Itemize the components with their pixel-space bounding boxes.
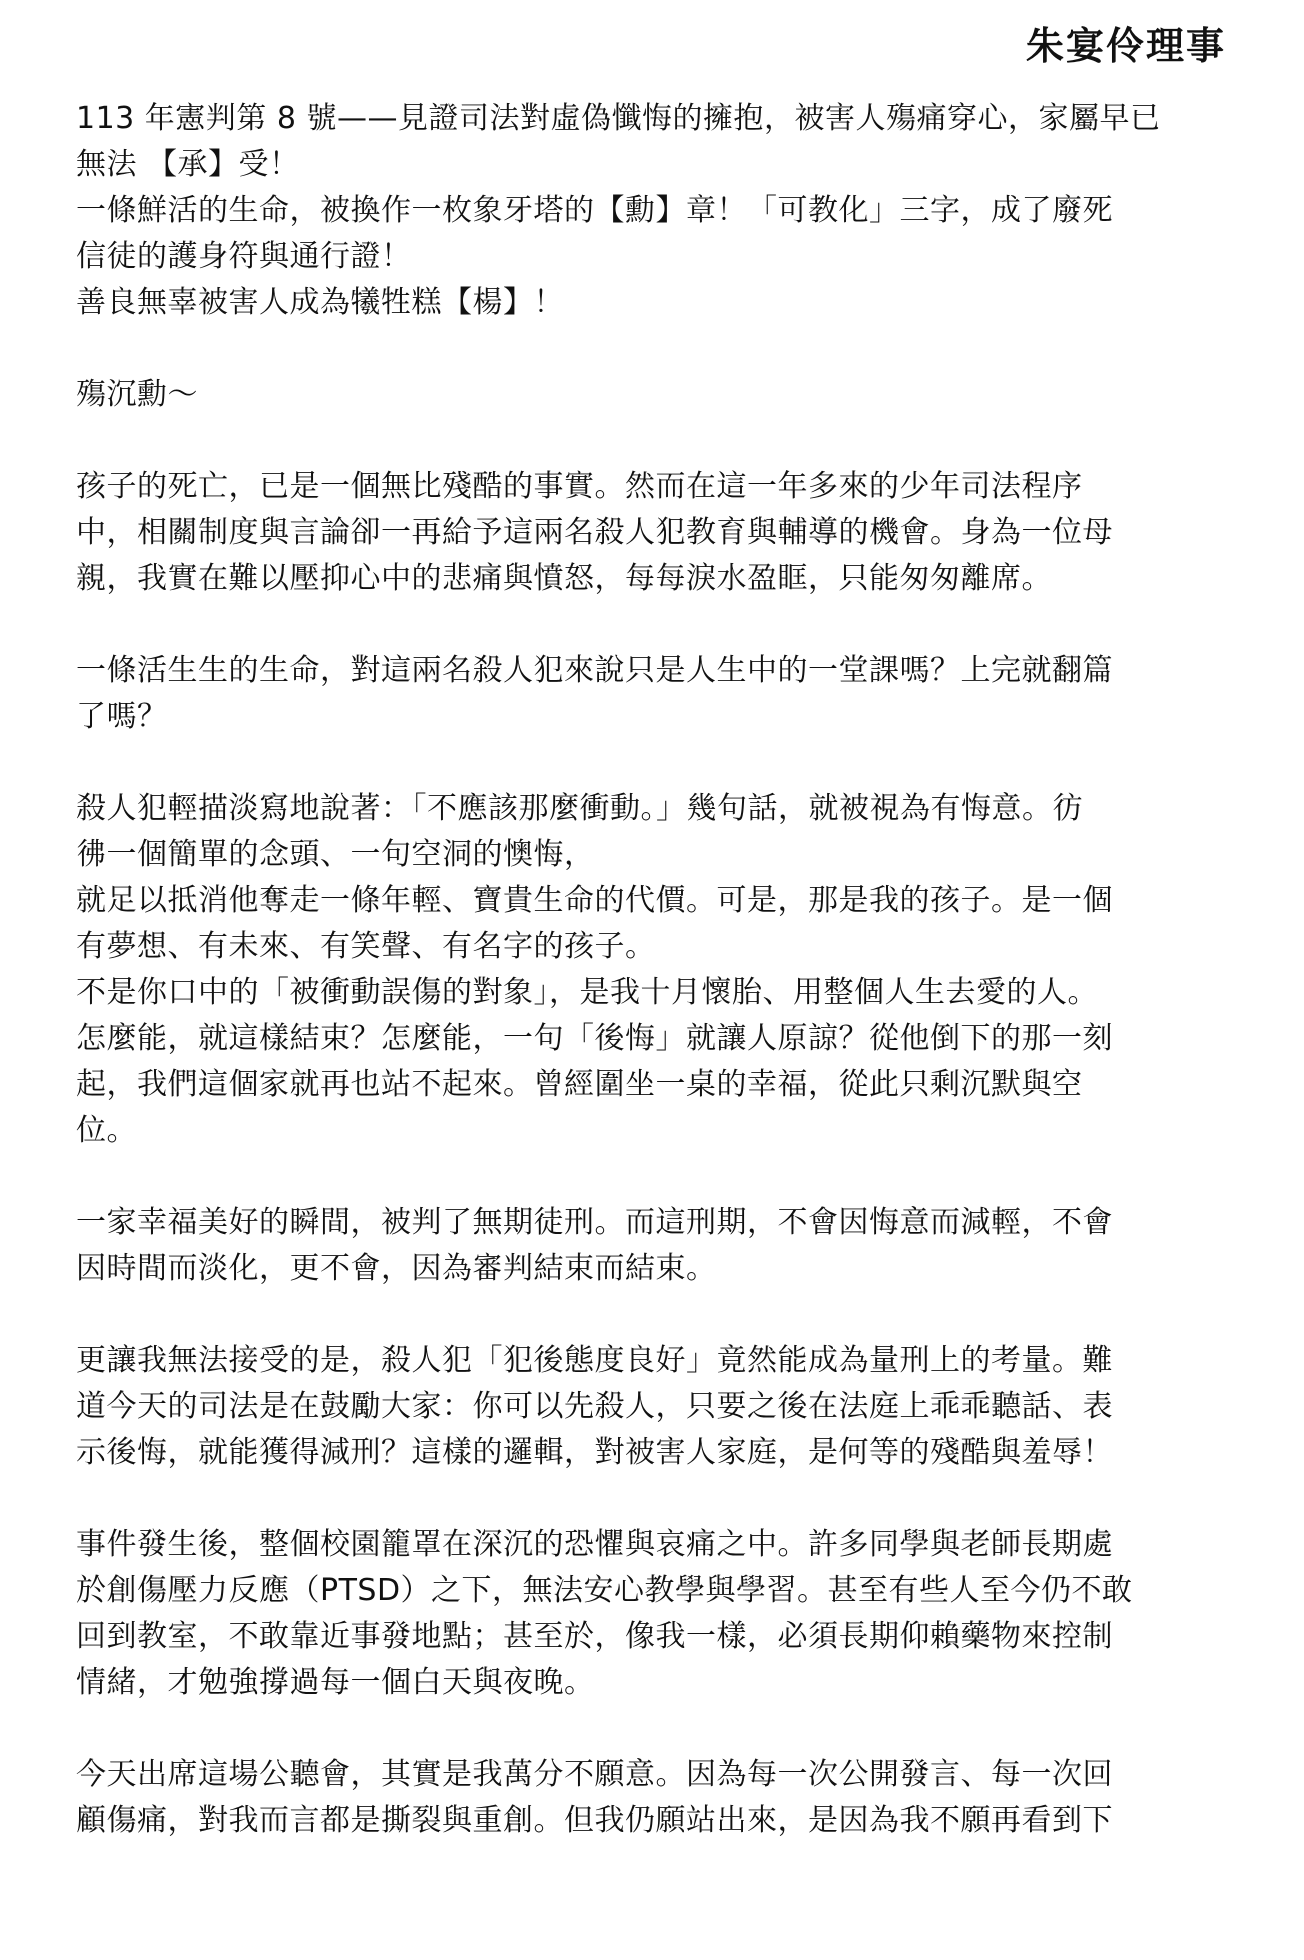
document-body (76, 96, 1226, 1890)
text-line: 無法 【承】受！ (76, 147, 300, 182)
text-line: 怎麼能，就這樣結束？怎麼能，一句「後悔」就讓人原諒？從他倒下的那一刻 (76, 1021, 1113, 1056)
paragraph-intro (76, 96, 1226, 326)
text-line: 回到教室，不敢靠近事發地點；甚至於，像我一樣，必須長期仰賴藥物來控制 (76, 1619, 1113, 1654)
text-line: 親，我實在難以壓抑心中的悲痛與憤怒，每每淚水盈眶，只能匆匆離席。 (76, 561, 1052, 596)
text-line: 起，我們這個家就再也站不起來。曾經圍坐一桌的幸福，從此只剩沉默與空 (76, 1067, 1083, 1102)
text-line: 不是你口中的「被衝動誤傷的對象」，是我十月懷胎、用整個人生去愛的人。 (76, 975, 1098, 1010)
paragraph (76, 1522, 1226, 1706)
text-line: 彿一個簡單的念頭、一句空洞的懊悔， (76, 837, 595, 872)
text-line: 113 年憲判第 8 號——見證司法對虛偽懺悔的擁抱，被害人殤痛穿心，家屬早已 (76, 101, 1161, 136)
paragraph (76, 1752, 1226, 1844)
text-line: 於創傷壓力反應（PTSD）之下，無法安心教學與學習。甚至有些人至今仍不敢 (76, 1573, 1133, 1608)
text-line: 位。 (76, 1113, 137, 1148)
text-line: 有夢想、有未來、有笑聲、有名字的孩子。 (76, 929, 656, 964)
text-line: 了嗎？ (76, 699, 168, 734)
text-line: 情緒，才勉強撐過每一個白天與夜晚。 (76, 1665, 595, 1700)
text-line: 就足以抵消他奪走一條年輕、寶貴生命的代價。可是，那是我的孩子。是一個 (76, 883, 1113, 918)
text-line: 因時間而淡化，更不會，因為審判結束而結束。 (76, 1251, 717, 1286)
text-line: 孩子的死亡，已是一個無比殘酷的事實。然而在這一年多來的少年司法程序 (76, 469, 1083, 504)
text-line: 殺人犯輕描淡寫地說著：「不應該那麼衝動。」幾句話，就被視為有悔意。彷 (76, 791, 1083, 826)
text-line: 一家幸福美好的瞬間，被判了無期徒刑。而這刑期，不會因悔意而減輕，不會 (76, 1205, 1113, 1240)
text-line: 更讓我無法接受的是，殺人犯「犯後態度良好」竟然能成為量刑上的考量。難 (76, 1343, 1113, 1378)
document-title: 朱宴伶理事 (1025, 24, 1226, 68)
text-line: 道今天的司法是在鼓勵大家：你可以先殺人，只要之後在法庭上乖乖聽話、表 (76, 1389, 1113, 1424)
paragraph (76, 464, 1226, 602)
text-line: 殤沉勳～ (76, 377, 198, 412)
text-line: 事件發生後，整個校園籠罩在深沉的恐懼與哀痛之中。許多同學與老師長期處 (76, 1527, 1113, 1562)
paragraph (76, 786, 1226, 1154)
text-line: 善良無辜被害人成為犧牲糕【楊】！ (76, 285, 564, 320)
paragraph-salutation (76, 372, 1226, 418)
text-line: 一條鮮活的生命，被換作一枚象牙塔的【勳】章！「可教化」三字，成了廢死 (76, 193, 1113, 228)
paragraph (76, 648, 1226, 740)
text-line: 一條活生生的生命，對這兩名殺人犯來說只是人生中的一堂課嗎？上完就翻篇 (76, 653, 1113, 688)
paragraph (76, 1200, 1226, 1292)
paragraph (76, 1338, 1226, 1476)
text-line: 今天出席這場公聽會，其實是我萬分不願意。因為每一次公開發言、每一次回 (76, 1757, 1113, 1792)
text-line: 顧傷痛，對我而言都是撕裂與重創。但我仍願站出來，是因為我不願再看到下 (76, 1803, 1113, 1838)
text-line: 中，相關制度與言論卻一再給予這兩名殺人犯教育與輔導的機會。身為一位母 (76, 515, 1113, 550)
text-line: 示後悔，就能獲得減刑？這樣的邏輯，對被害人家庭，是何等的殘酷與羞辱！ (76, 1435, 1113, 1470)
text-line: 信徒的護身符與通行證！ (76, 239, 412, 274)
